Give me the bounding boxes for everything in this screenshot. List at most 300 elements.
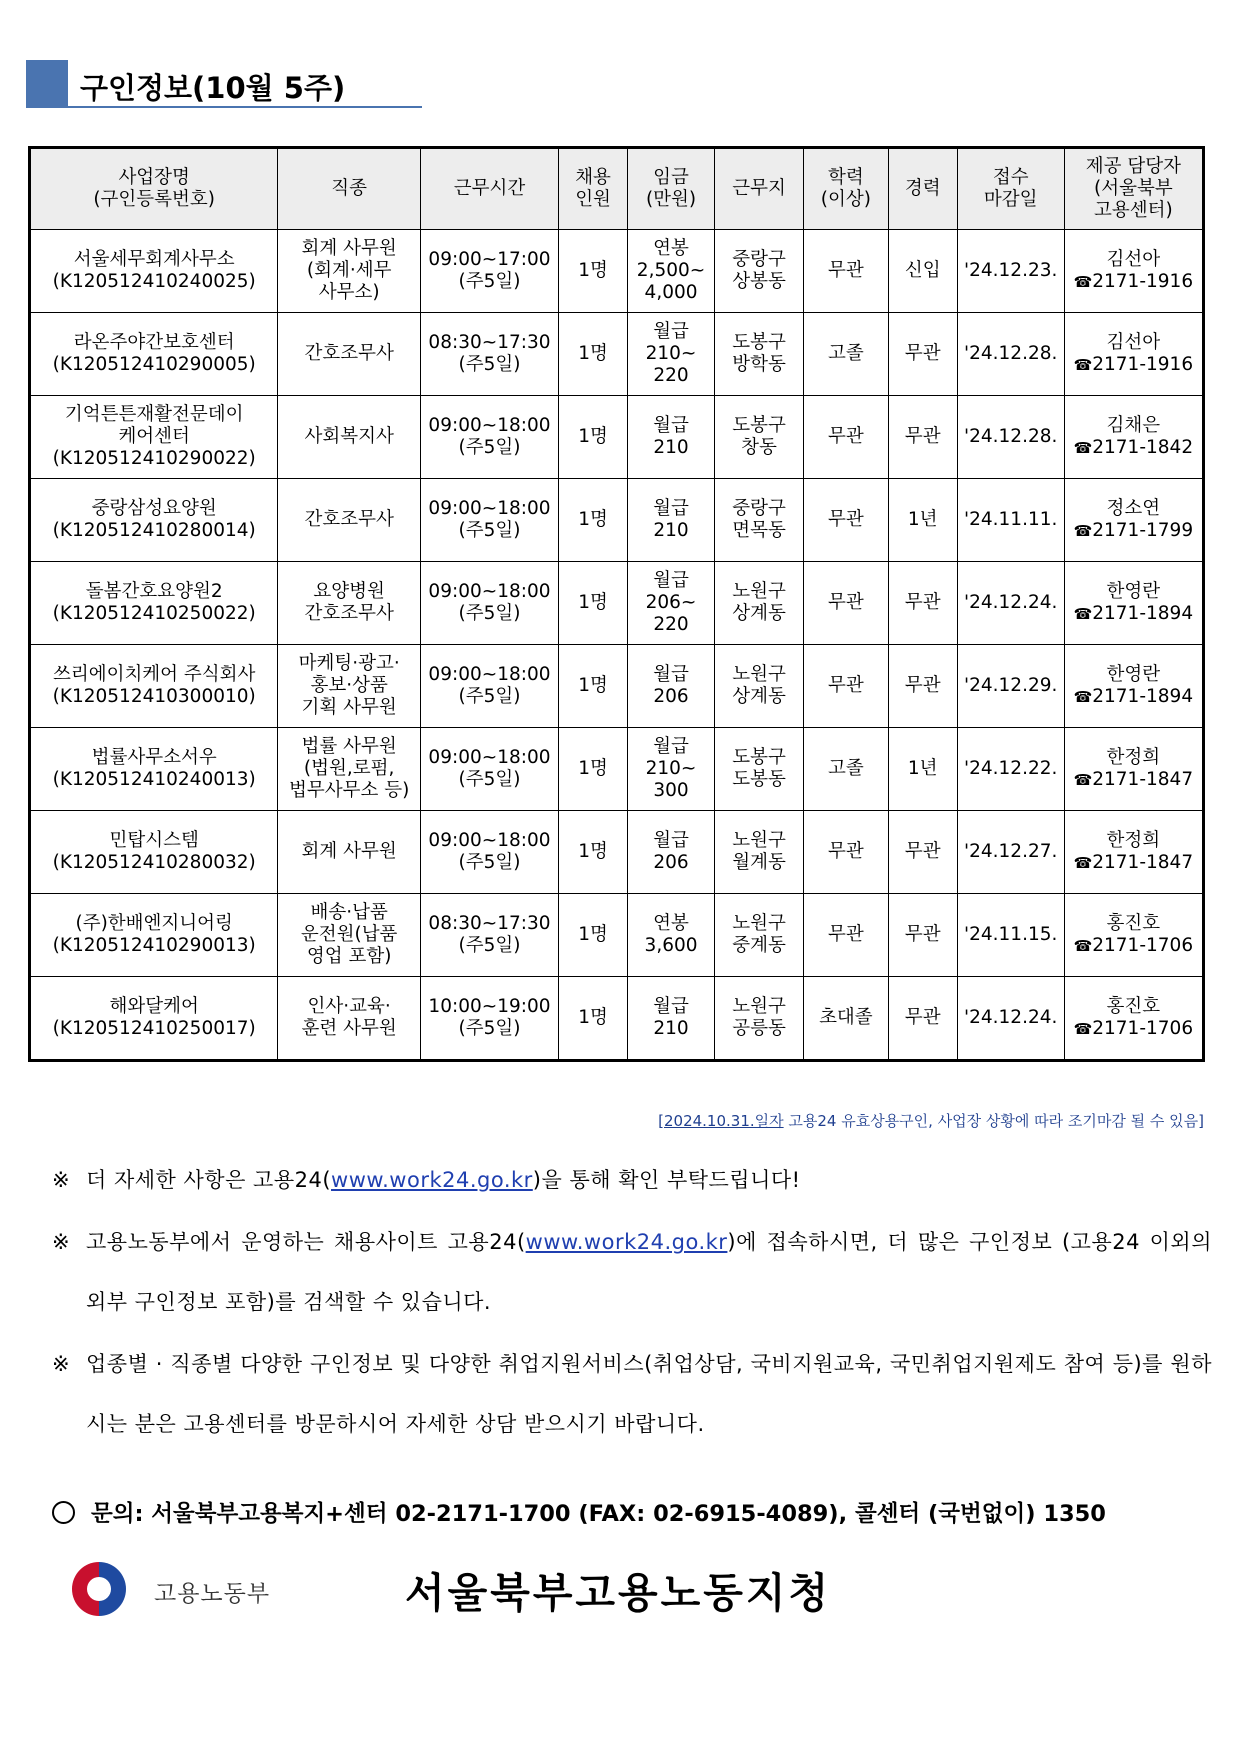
location-text: 도봉동 [732, 769, 786, 790]
company-text: (K120512410300010) [52, 686, 256, 707]
cell-hours [420, 396, 558, 479]
contact-name-text: 홍진호 [1106, 913, 1161, 934]
cell-location [714, 728, 803, 811]
count-text: 1명 [578, 1007, 608, 1028]
cell-company [30, 645, 278, 728]
deadline-text: '24.12.29. [964, 675, 1058, 696]
experience-text: 무관 [904, 426, 941, 447]
cell-deadline [957, 645, 1064, 728]
cell-count [559, 230, 628, 313]
page-title-block [26, 60, 422, 108]
cell-wage [628, 728, 715, 811]
experience-text: 1년 [907, 509, 938, 530]
deadline-text: '24.12.28. [964, 343, 1058, 364]
cell-contact [1064, 728, 1203, 811]
experience-text: 1년 [907, 758, 938, 779]
circle-bullet-icon [52, 1501, 75, 1524]
hours-text: (주5일) [458, 769, 521, 790]
cell-education [804, 479, 889, 562]
cell-hours [420, 728, 558, 811]
cell-hours [420, 230, 558, 313]
note-text: 고용24 유효상용구인, 사업장 상황에 따라 조기마감 될 수 있음] [783, 1112, 1204, 1130]
job-text: 사회복지사 [304, 426, 394, 447]
cell-location [714, 313, 803, 396]
count-text: 1명 [578, 426, 608, 447]
contact-phone-line [1067, 520, 1200, 542]
cell-location [714, 977, 803, 1061]
education-text: 무관 [828, 592, 864, 613]
company-text: (K120512410240013) [52, 769, 256, 790]
cell-experience [888, 977, 957, 1061]
cell-education [804, 562, 889, 645]
title-underline [26, 106, 422, 108]
company-text: 라온주야간보호센터 [73, 332, 235, 353]
company-text: 민탑시스템 [109, 830, 199, 851]
contact-phone-text: 2171-1916 [1092, 354, 1194, 375]
cell-contact [1064, 562, 1203, 645]
data-date-note [658, 1110, 1204, 1131]
job-text: 홍보·상품 [310, 675, 388, 696]
company-text: (K120512410290005) [52, 354, 256, 375]
company-text: 중랑삼성요양원 [91, 498, 217, 519]
experience-text: 신입 [904, 260, 941, 281]
company-text: 쓰리에이치케어 주식회사 [52, 664, 256, 685]
table-row [30, 728, 1204, 811]
cell-count [559, 728, 628, 811]
location-text: 중계동 [732, 935, 786, 956]
company-text: (K120512410290013) [52, 935, 256, 956]
taegeuk-emblem-icon [72, 1562, 126, 1616]
cell-wage [628, 562, 715, 645]
cell-wage [628, 645, 715, 728]
cell-experience [888, 313, 957, 396]
cell-job [278, 645, 421, 728]
education-text: 고졸 [828, 343, 864, 364]
contact-name-text: 한정희 [1106, 747, 1161, 768]
cell-count [559, 811, 628, 894]
contact-name-text: 정소연 [1106, 498, 1161, 519]
cell-location [714, 396, 803, 479]
bullet-2-text-post: )에 접속하시면, 더 많은 구인정보 (고용24 이외의 외부 구인정보 포함)를 검색할 수 있습니다. [86, 1230, 1212, 1314]
location-text: 도봉구 [732, 747, 786, 768]
column-header-text: 직종 [331, 178, 368, 199]
hours-text: 09:00~18:00 [428, 664, 551, 685]
wage-text: 206 [653, 852, 689, 873]
cell-education [804, 396, 889, 479]
hours-text: 09:00~18:00 [428, 581, 551, 602]
cell-contact [1064, 396, 1203, 479]
contact-phone-text: 2171-1706 [1092, 935, 1194, 956]
column-header-text: 임금 [653, 167, 689, 188]
hours-text: 10:00~19:00 [428, 996, 551, 1017]
column-header-text: 마감일 [983, 189, 1038, 210]
deadline-text: '24.12.22. [964, 758, 1058, 779]
table-row [30, 645, 1204, 728]
column-header [278, 148, 421, 230]
wage-text: 210~ [645, 343, 697, 364]
location-text: 창동 [741, 437, 777, 458]
table-row [30, 977, 1204, 1061]
office-name: 서울북부고용노동지청 [405, 1569, 832, 1617]
location-text: 방학동 [732, 354, 786, 375]
wage-text: 2,500~ [636, 260, 706, 281]
wage-text: 300 [653, 780, 689, 801]
cell-experience [888, 562, 957, 645]
company-text: (K120512410250022) [52, 603, 256, 624]
cell-education [804, 894, 889, 977]
cell-job [278, 811, 421, 894]
job-text: 마케팅·광고· [298, 653, 400, 674]
count-text: 1명 [578, 509, 608, 530]
bullet-1-text-pre: 더 자세한 사항은 고용24( [86, 1168, 332, 1192]
hours-text: (주5일) [458, 520, 521, 541]
cell-deadline [957, 811, 1064, 894]
hours-text: 08:30~17:30 [428, 332, 551, 353]
cell-experience [888, 479, 957, 562]
cell-deadline [957, 894, 1064, 977]
job-text: 법률 사무원 [301, 736, 397, 757]
table-row [30, 894, 1204, 977]
hours-text: 09:00~18:00 [428, 498, 551, 519]
wage-text: 월급 [653, 415, 689, 436]
cell-wage [628, 811, 715, 894]
ministry-logo [72, 1562, 302, 1618]
cell-deadline [957, 728, 1064, 811]
contact-phone-line [1067, 603, 1200, 625]
cell-experience [888, 396, 957, 479]
cell-hours [420, 977, 558, 1061]
column-header-text: (이상) [820, 189, 871, 210]
location-text: 노원구 [732, 664, 786, 685]
table-row [30, 811, 1204, 894]
cell-count [559, 313, 628, 396]
cell-company [30, 396, 278, 479]
cell-hours [420, 811, 558, 894]
company-text: (K120512410250017) [52, 1018, 256, 1039]
contact-phone-line [1067, 437, 1200, 459]
cell-education [804, 313, 889, 396]
cell-job [278, 977, 421, 1061]
wage-text: 월급 [653, 321, 689, 342]
contact-phone-text: 2171-1842 [1092, 437, 1194, 458]
location-text: 도봉구 [732, 332, 786, 353]
table-row [30, 313, 1204, 396]
education-text: 무관 [828, 426, 864, 447]
deadline-text: '24.12.27. [964, 841, 1058, 862]
education-text: 무관 [828, 260, 864, 281]
column-header [957, 148, 1064, 230]
experience-text: 무관 [904, 841, 941, 862]
cell-education [804, 977, 889, 1061]
contact-phone-line [1067, 935, 1200, 957]
cell-contact [1064, 230, 1203, 313]
table-row [30, 396, 1204, 479]
contact-name-text: 한영란 [1106, 664, 1161, 685]
phone-icon: ☎ [1073, 522, 1093, 540]
cell-wage [628, 230, 715, 313]
cell-job [278, 728, 421, 811]
column-header [559, 148, 628, 230]
hours-text: 09:00~18:00 [428, 830, 551, 851]
education-text: 무관 [828, 924, 864, 945]
location-text: 월계동 [732, 852, 786, 873]
hours-text: (주5일) [458, 271, 521, 292]
table-body [30, 230, 1204, 1061]
column-header-text: 사업장명 [118, 167, 190, 188]
cell-hours [420, 479, 558, 562]
cell-job [278, 230, 421, 313]
cell-experience [888, 645, 957, 728]
cell-wage [628, 977, 715, 1061]
cell-wage [628, 313, 715, 396]
cell-education [804, 728, 889, 811]
cell-location [714, 894, 803, 977]
company-text: (K120512410290022) [52, 448, 256, 469]
contact-name-text: 한정희 [1106, 830, 1161, 851]
education-text: 고졸 [828, 758, 864, 779]
ministry-name: 고용노동부 [154, 1581, 271, 1607]
column-header-text: 고용센터) [1093, 200, 1173, 221]
cell-wage [628, 479, 715, 562]
hours-text: 09:00~17:00 [428, 249, 551, 270]
cell-deadline [957, 396, 1064, 479]
cell-contact [1064, 645, 1203, 728]
location-text: 노원구 [732, 830, 786, 851]
reference-mark: ※ [52, 1230, 71, 1254]
job-text: (회계·세무 [306, 260, 392, 281]
company-text: (K120512410280014) [52, 520, 256, 541]
location-text: 면목동 [732, 520, 786, 541]
bullet-3 [52, 1334, 1212, 1454]
cell-deadline [957, 479, 1064, 562]
contact-text: 문의: 서울북부고용복지+센터 02-2171-1700 (FAX: 02-6915-4089), 콜센터 (국번없이) 1350 [91, 1501, 1106, 1527]
bullet-2 [52, 1212, 1212, 1332]
cell-count [559, 396, 628, 479]
location-text: 상계동 [732, 686, 786, 707]
cell-job [278, 479, 421, 562]
phone-icon: ☎ [1073, 439, 1093, 457]
company-text: (K120512410280032) [52, 852, 256, 873]
contact-phone-text: 2171-1894 [1092, 603, 1194, 624]
note-date: [2024.10.31.일자 [658, 1112, 784, 1130]
cell-deadline [957, 977, 1064, 1061]
location-text: 중랑구 [732, 249, 786, 270]
company-text: (K120512410240025) [52, 271, 256, 292]
location-text: 상봉동 [732, 271, 786, 292]
education-text: 무관 [828, 509, 864, 530]
cell-experience [888, 728, 957, 811]
wage-text: 월급 [653, 570, 689, 591]
location-text: 중랑구 [732, 498, 786, 519]
cell-contact [1064, 313, 1203, 396]
hours-text: (주5일) [458, 686, 521, 707]
company-text: (주)한배엔지니어링 [75, 913, 233, 934]
table-row [30, 562, 1204, 645]
contact-name-text: 김선아 [1106, 332, 1161, 353]
contact-line [52, 1496, 1212, 1528]
deadline-text: '24.11.15. [964, 924, 1058, 945]
column-header-text: 근무시간 [453, 178, 526, 199]
job-text: 인사·교육· [307, 996, 391, 1017]
wage-text: 210~ [645, 758, 697, 779]
education-text: 무관 [828, 675, 864, 696]
location-text: 공릉동 [732, 1018, 786, 1039]
column-header [30, 148, 278, 230]
hours-text: (주5일) [458, 437, 521, 458]
cell-location [714, 479, 803, 562]
cell-education [804, 230, 889, 313]
bullet-3-text: 업종별 · 직종별 다양한 구인정보 및 다양한 취업지원서비스(취업상담, 국비지원교육, 국민취업지원제도 참여 등)를 원하시는 분은 고용센터를 방문하시어 자세한 상담 받으시기 바랍니다. [86, 1352, 1212, 1436]
column-header-text: 학력 [828, 167, 864, 188]
location-text: 상계동 [732, 603, 786, 624]
wage-text: 206~ [645, 592, 697, 613]
phone-icon: ☎ [1073, 854, 1093, 872]
count-text: 1명 [578, 260, 608, 281]
phone-icon: ☎ [1073, 688, 1093, 706]
column-header-text: 근무지 [732, 178, 786, 199]
count-text: 1명 [578, 675, 608, 696]
job-text: 회계 사무원 [301, 238, 397, 259]
title-accent-box [26, 60, 68, 106]
cell-count [559, 479, 628, 562]
location-text: 도봉구 [732, 415, 786, 436]
column-header-text: 접수 [992, 167, 1029, 188]
cell-company [30, 894, 278, 977]
cell-company [30, 313, 278, 396]
wage-text: 210 [653, 520, 689, 541]
count-text: 1명 [578, 758, 608, 779]
job-text: 요양병원 [313, 581, 385, 602]
work24-link[interactable]: www.work24.go.kr [525, 1230, 728, 1254]
reference-mark: ※ [52, 1352, 71, 1376]
education-text: 무관 [828, 841, 864, 862]
wage-text: 월급 [653, 996, 689, 1017]
wage-text: 220 [653, 365, 689, 386]
cell-contact [1064, 894, 1203, 977]
contact-name-text: 홍진호 [1106, 996, 1161, 1017]
phone-icon: ☎ [1073, 356, 1093, 374]
hours-text: 08:30~17:30 [428, 913, 551, 934]
experience-text: 무관 [904, 675, 941, 696]
phone-icon: ☎ [1073, 605, 1093, 623]
phone-icon: ☎ [1073, 273, 1093, 291]
work24-link[interactable]: www.work24.go.kr [331, 1168, 533, 1192]
cell-deadline [957, 562, 1064, 645]
experience-text: 무관 [904, 343, 941, 364]
cell-wage [628, 894, 715, 977]
deadline-text: '24.12.24. [964, 1007, 1058, 1028]
wage-text: 월급 [653, 498, 689, 519]
wage-text: 연봉 [653, 238, 689, 259]
cell-company [30, 977, 278, 1061]
cell-job [278, 313, 421, 396]
wage-text: 220 [653, 614, 689, 635]
table-header-row [30, 148, 1204, 230]
wage-text: 206 [653, 686, 689, 707]
job-text: 훈련 사무원 [301, 1018, 397, 1039]
column-header [888, 148, 957, 230]
wage-text: 연봉 [653, 913, 689, 934]
cell-company [30, 728, 278, 811]
contact-phone-text: 2171-1847 [1092, 769, 1194, 790]
job-text: (법원,로펌, [303, 758, 395, 779]
cell-contact [1064, 811, 1203, 894]
cell-job [278, 562, 421, 645]
wage-text: 210 [653, 437, 689, 458]
company-text: 서울세무회계사무소 [73, 249, 235, 270]
cell-hours [420, 645, 558, 728]
column-header [804, 148, 889, 230]
job-text: 회계 사무원 [301, 841, 397, 862]
page-title: 구인정보(10월 5주) [80, 71, 346, 105]
job-text: 법무사무소 등) [288, 780, 410, 801]
job-listings-table [28, 146, 1205, 1062]
cell-contact [1064, 977, 1203, 1061]
cell-location [714, 562, 803, 645]
contact-phone-text: 2171-1706 [1092, 1018, 1194, 1039]
deadline-text: '24.12.23. [964, 260, 1058, 281]
hours-text: 09:00~18:00 [428, 747, 551, 768]
table-row [30, 479, 1204, 562]
hours-text: (주5일) [458, 852, 521, 873]
bullet-1-text-post: )을 통해 확인 부탁드립니다! [532, 1168, 801, 1192]
hours-text: (주5일) [458, 354, 521, 375]
count-text: 1명 [578, 841, 608, 862]
cell-hours [420, 313, 558, 396]
company-text: 돌봄간호요양원2 [85, 581, 223, 602]
contact-name-text: 김채은 [1106, 415, 1161, 436]
cell-experience [888, 811, 957, 894]
contact-phone-text: 2171-1894 [1092, 686, 1194, 707]
wage-text: 4,000 [644, 282, 698, 303]
education-text: 초대졸 [819, 1007, 873, 1028]
job-text: 운전원(납품 [300, 924, 398, 945]
job-text: 사무소) [318, 282, 380, 303]
table-row [30, 230, 1204, 313]
column-header [628, 148, 715, 230]
company-text: 기억튼튼재활전문데이 [64, 404, 244, 425]
deadline-text: '24.12.24. [964, 592, 1058, 613]
phone-icon: ☎ [1073, 1020, 1093, 1038]
cell-count [559, 645, 628, 728]
column-header [420, 148, 558, 230]
deadline-text: '24.12.28. [964, 426, 1058, 447]
contact-phone-line [1067, 852, 1200, 874]
cell-job [278, 894, 421, 977]
cell-count [559, 562, 628, 645]
hours-text: (주5일) [458, 1018, 521, 1039]
cell-hours [420, 894, 558, 977]
contact-name-text: 한영란 [1106, 581, 1161, 602]
cell-count [559, 894, 628, 977]
company-text: 해와달케어 [109, 996, 199, 1017]
cell-company [30, 230, 278, 313]
wage-text: 월급 [653, 736, 689, 757]
column-header-text: 경력 [904, 178, 941, 199]
job-text: 배송·납품 [310, 902, 388, 923]
bullet-2-text-pre: 고용노동부에서 운영하는 채용사이트 고용24( [86, 1230, 526, 1254]
contact-name-text: 김선아 [1106, 249, 1161, 270]
column-header-text: (구인등록번호) [93, 189, 216, 210]
column-header [714, 148, 803, 230]
cell-company [30, 562, 278, 645]
hours-text: 09:00~18:00 [428, 415, 551, 436]
contact-phone-text: 2171-1916 [1092, 271, 1194, 292]
column-header-text: 제공 담당자 [1085, 156, 1181, 177]
bullet-1 [52, 1150, 1212, 1210]
count-text: 1명 [578, 343, 608, 364]
cell-count [559, 977, 628, 1061]
